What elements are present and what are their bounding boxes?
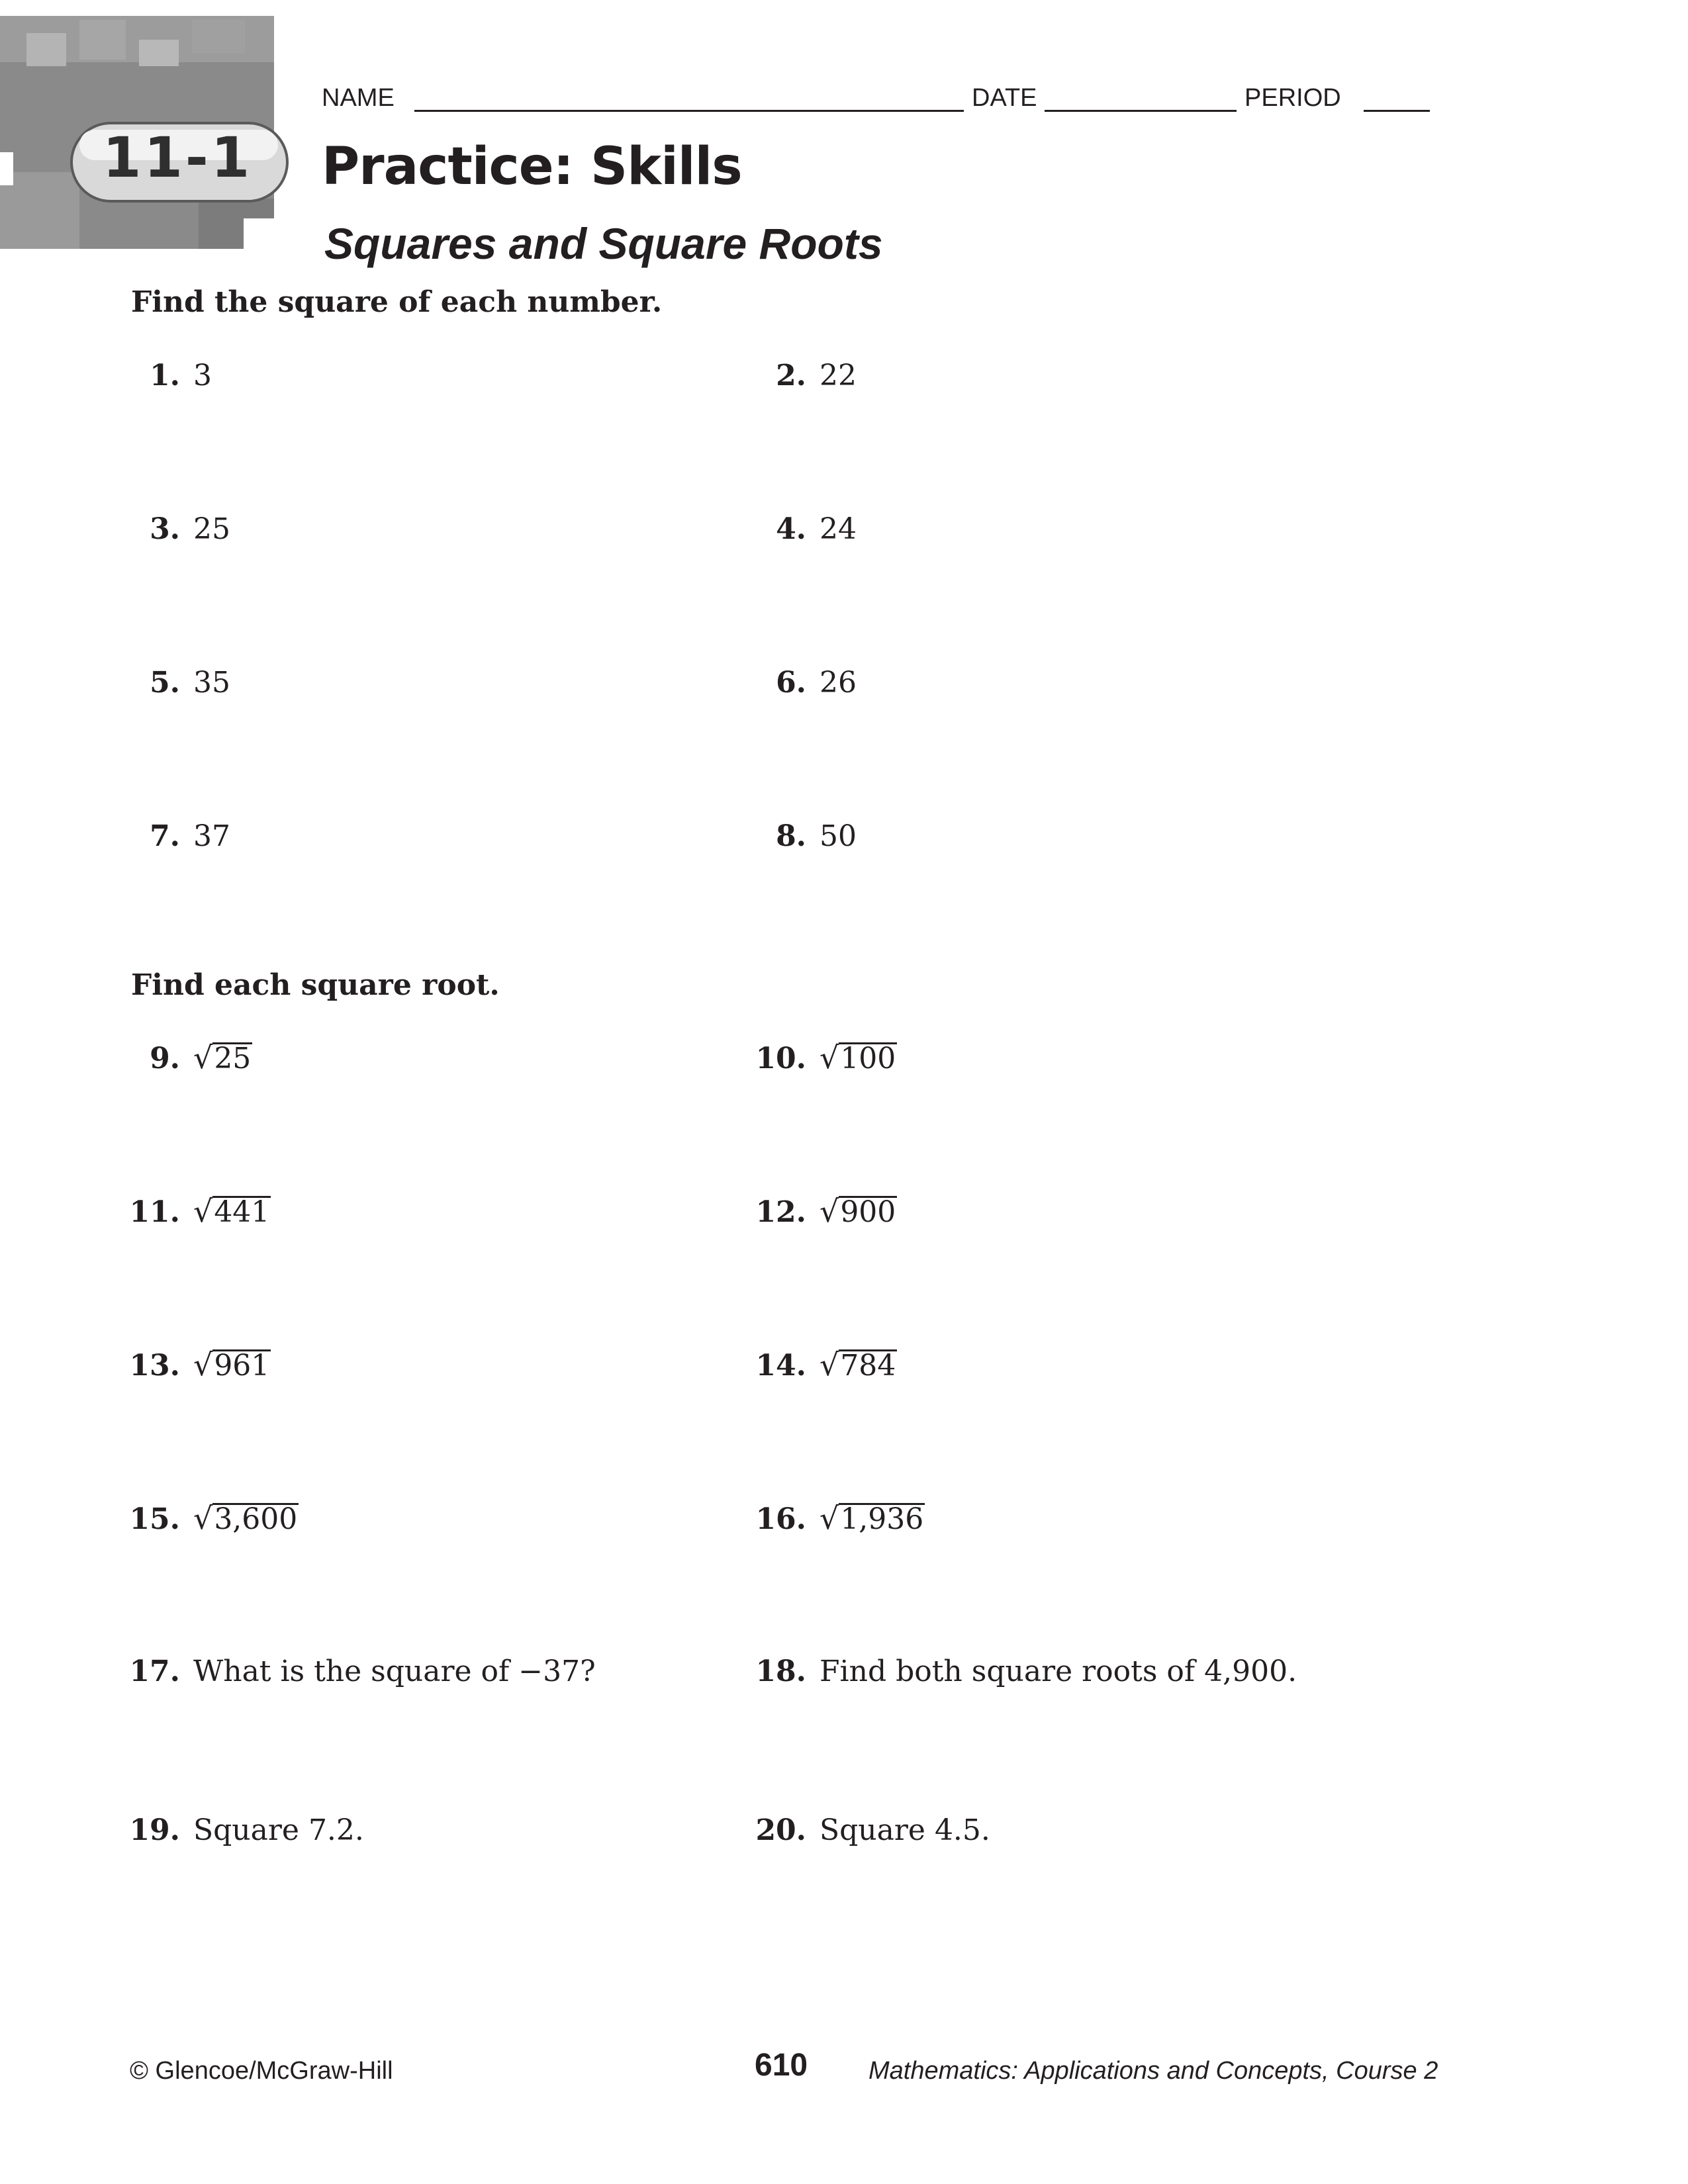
period-label: PERIOD: [1244, 84, 1341, 112]
problem-4: [749, 511, 857, 548]
radicand: 1,936: [840, 1502, 924, 1536]
problem-9: [123, 1039, 252, 1077]
problem-text: 3: [193, 359, 212, 392]
problem-number: 7.: [150, 819, 180, 853]
problem-text: 37: [193, 819, 230, 853]
problem-text: Square 7.2.: [193, 1813, 364, 1847]
radical-expression: [193, 1193, 271, 1231]
problem-number: 18.: [755, 1655, 806, 1688]
problem-number: 1.: [150, 359, 180, 392]
page-title: Practice: Skills: [322, 137, 742, 197]
page-number: 610: [755, 2048, 808, 2083]
problem-number: 20.: [755, 1813, 806, 1847]
radicand: 784: [840, 1349, 896, 1383]
radical-expression: [193, 1346, 271, 1385]
radical-sign: √: [820, 1347, 839, 1383]
problem-7: [123, 818, 230, 855]
problem-5: [123, 664, 230, 702]
problem-14: [749, 1346, 897, 1385]
problem-number: 9.: [150, 1042, 180, 1075]
problem-text: 22: [820, 359, 857, 392]
problem-number: 19.: [129, 1813, 180, 1847]
radical-sign: √: [820, 1500, 839, 1536]
problem-10: [749, 1039, 897, 1077]
radicand: 100: [840, 1042, 896, 1075]
date-label: DATE: [972, 84, 1037, 112]
date-blank[interactable]: [1045, 110, 1237, 112]
problem-1: [123, 357, 212, 394]
radical-sign: √: [193, 1500, 213, 1536]
problem-number: 13.: [129, 1349, 180, 1383]
problem-number: 15.: [129, 1502, 180, 1536]
radical-sign: √: [193, 1193, 213, 1229]
problem-6: [749, 664, 857, 702]
problem-number: 14.: [755, 1349, 806, 1383]
problem-text: 50: [820, 819, 857, 853]
problem-text: Find both square roots of 4,900.: [820, 1655, 1297, 1688]
problem-11: [123, 1193, 271, 1231]
problem-15: [123, 1500, 299, 1538]
section-heading-squares: Find the square of each number.: [131, 285, 663, 319]
problem-2: [749, 357, 857, 394]
problem-number: 5.: [150, 666, 180, 700]
lesson-number: 11-1: [103, 125, 253, 190]
problem-number: 10.: [755, 1042, 806, 1075]
problem-text: 25: [193, 512, 230, 546]
problem-text: What is the square of −37?: [193, 1655, 596, 1688]
radical-sign: √: [820, 1193, 839, 1229]
problem-13: [123, 1346, 271, 1385]
radical-expression: [820, 1039, 897, 1077]
radical-expression: [820, 1193, 897, 1231]
name-blank[interactable]: [414, 110, 964, 112]
problem-number: 3.: [150, 512, 180, 546]
problem-number: 6.: [776, 666, 806, 700]
radical-sign: √: [193, 1347, 213, 1383]
problem-19: [123, 1812, 364, 1849]
radical-sign: √: [193, 1040, 213, 1075]
problem-number: 11.: [129, 1195, 180, 1229]
problem-20: [749, 1812, 990, 1849]
problem-text: 24: [820, 512, 857, 546]
page-subtitle: Squares and Square Roots: [324, 219, 883, 268]
course-title: Mathematics: Applications and Concepts, Course 2: [868, 2057, 1438, 2085]
problem-3: [123, 511, 230, 548]
problem-number: 17.: [129, 1655, 180, 1688]
name-label: NAME: [322, 84, 395, 112]
radicand: 961: [214, 1349, 270, 1383]
problem-text: 35: [193, 666, 230, 700]
radical-expression: [193, 1500, 299, 1538]
problem-text: Square 4.5.: [820, 1813, 990, 1847]
radicand: 900: [840, 1195, 896, 1229]
radicand: 3,600: [214, 1502, 298, 1536]
problem-text: 26: [820, 666, 857, 700]
problem-number: 4.: [776, 512, 806, 546]
radicand: 441: [214, 1195, 270, 1229]
radical-expression: [820, 1500, 925, 1538]
period-blank[interactable]: [1364, 110, 1430, 112]
problem-number: 8.: [776, 819, 806, 853]
radical-sign: √: [820, 1040, 839, 1075]
copyright: © Glencoe/McGraw-Hill: [130, 2057, 393, 2085]
problem-16: [749, 1500, 925, 1538]
problem-12: [749, 1193, 897, 1231]
problem-number: 2.: [776, 359, 806, 392]
problem-8: [749, 818, 857, 855]
problem-18: [749, 1653, 1297, 1690]
problem-number: 16.: [755, 1502, 806, 1536]
radical-expression: [820, 1346, 897, 1385]
radical-expression: [193, 1039, 252, 1077]
radicand: 25: [214, 1042, 252, 1075]
section-heading-roots: Find each square root.: [131, 968, 500, 1002]
problem-number: 12.: [755, 1195, 806, 1229]
problem-17: [123, 1653, 596, 1690]
